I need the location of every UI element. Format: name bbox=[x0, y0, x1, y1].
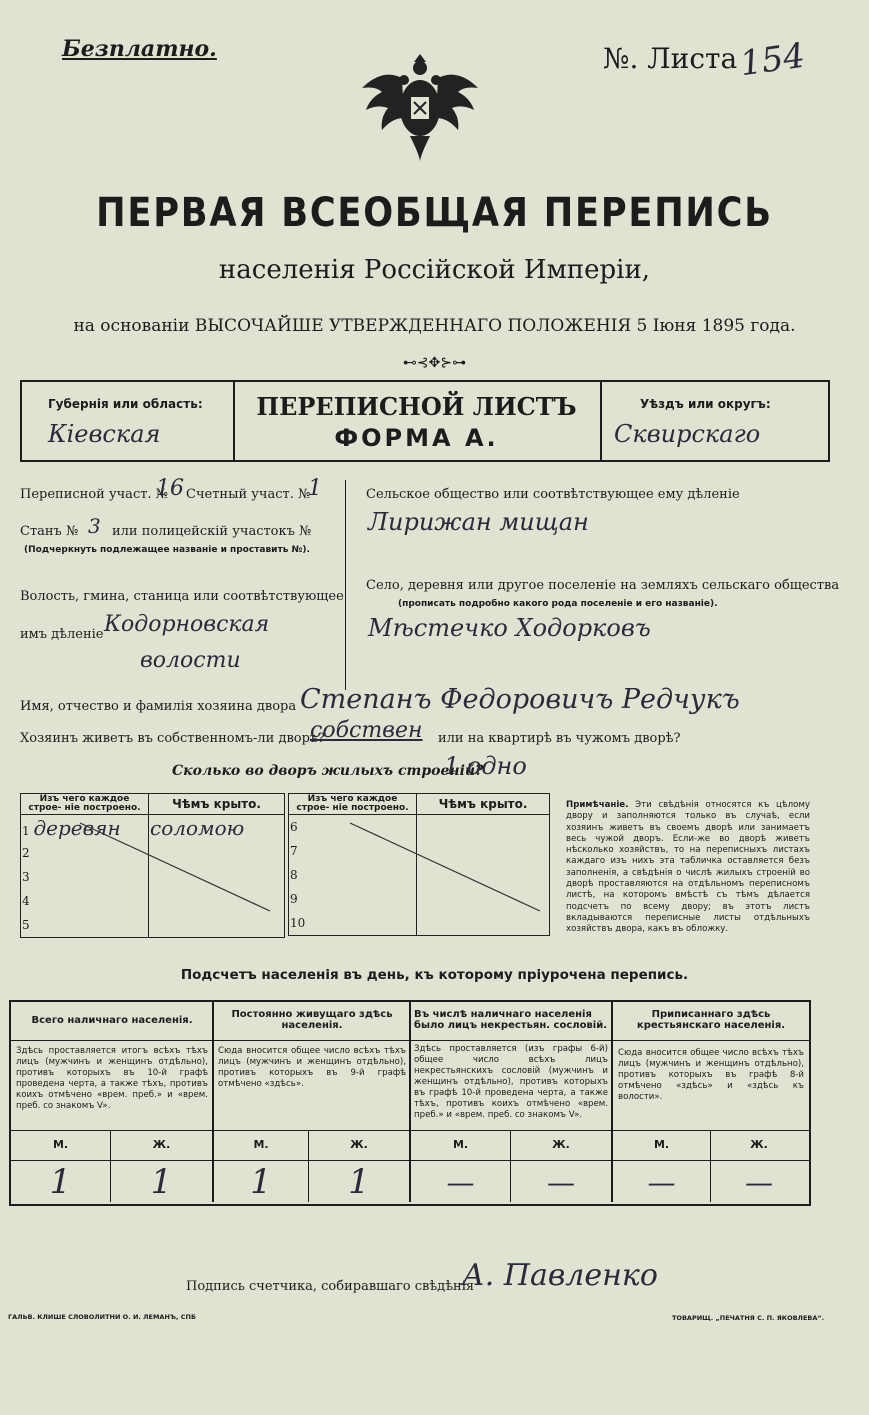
table-row: 8 bbox=[289, 863, 550, 887]
population-heading: Подсчетъ населенія въ день, къ которому пріурочена перепись. bbox=[180, 967, 689, 983]
female-count: 1 bbox=[150, 1162, 173, 1202]
form-type: ФОРМА А. bbox=[334, 424, 499, 452]
material-header: Изъ чего каждое строе- ніе построено. bbox=[21, 794, 149, 815]
female-label: Ж. bbox=[750, 1138, 768, 1151]
column-divider bbox=[345, 480, 346, 690]
buildings-value: 1 одно bbox=[444, 752, 527, 780]
gubernia-value: Кіевская bbox=[48, 420, 161, 448]
signature-value: А. Павленко bbox=[462, 1258, 658, 1293]
male-label: М. bbox=[653, 1138, 670, 1151]
row-divider bbox=[11, 1040, 809, 1041]
census-area-label: Переписной участ. № bbox=[20, 487, 168, 502]
form-basis: на основаніи ВЫСОЧАЙШЕ УТВЕРЖДЕННАГО ПОЛОЖЕНІЯ 5 Іюня 1895 года. bbox=[73, 316, 796, 336]
ornament-divider: ⊷⊰✥⊱⊶ bbox=[402, 355, 467, 371]
population-col-title: Въ числѣ наличнаго населенія было лицъ некрестьян. сословій. bbox=[414, 1009, 607, 1031]
male-label: М. bbox=[452, 1138, 469, 1151]
male-count: — bbox=[446, 1166, 475, 1199]
row-divider bbox=[11, 1160, 809, 1161]
male-count: — bbox=[647, 1166, 676, 1199]
imprint-left: ГАЛЬВ. КЛИШЕ СЛОВОЛИТНИ О. И. ЛЕМАНЪ, СПБ bbox=[8, 1313, 196, 1321]
uezd-value: Сквирскаго bbox=[614, 420, 761, 448]
buildings-note bbox=[566, 800, 810, 936]
sheet-number-label: №. Листа bbox=[603, 42, 738, 75]
stan-label: Станъ № bbox=[20, 524, 79, 539]
count-area-value: 1 bbox=[308, 476, 322, 501]
population-col-title: Приписаннаго здѣсь крестьянскаго населенія. bbox=[636, 1009, 786, 1031]
signature-label: Подпись счетчика, собиравшаго свѣдѣнія bbox=[186, 1279, 475, 1294]
stan-note: (Подчеркнуть подлежащее названіе и проставить №). bbox=[24, 545, 310, 555]
table-row: 10 bbox=[289, 911, 550, 936]
population-col-desc: Здѣсь проставляется (изъ графы 6-й) общее число всѣхъ лицъ некрестьянскихъ сословій (мужчинъ и женщинъ отдѣльно), противъ которыхъ въ графѣ 10-й проведена черта, а также тѣхъ, противъ коихъ отмѣчено «врем. преб.» и «врем. преб. со знакомъ V». bbox=[414, 1044, 608, 1120]
female-label: Ж. bbox=[552, 1138, 570, 1151]
table-row: 2 bbox=[21, 841, 285, 865]
owner-label: Имя, отчество и фамилія хозяина двора bbox=[20, 699, 297, 714]
police-label: или полицейскій участокъ № bbox=[112, 524, 312, 539]
roof-header: Чѣмъ крыто. bbox=[149, 794, 285, 815]
female-label: Ж. bbox=[350, 1138, 368, 1151]
male-label: М. bbox=[253, 1138, 269, 1151]
female-count: — bbox=[745, 1166, 773, 1199]
buildings-label: Сколько во дворъ жилыхъ строеній? bbox=[172, 763, 484, 779]
table-row: 5 bbox=[21, 913, 285, 938]
table-row: 3 bbox=[21, 865, 285, 889]
strike-lines bbox=[20, 793, 550, 943]
stan-value: 3 bbox=[88, 514, 101, 538]
form-subtitle: населенія Россійской Имперіи, bbox=[218, 255, 651, 285]
table-row: 9 bbox=[289, 887, 550, 911]
imperial-eagle-icon bbox=[358, 48, 482, 166]
population-col-desc: Сюда вносится общее число всѣхъ тѣхъ лицъ (мужчинъ и женщинъ отдѣльно), противъ которыхъ въ 9-й графѣ отмѣчено «здѣсь». bbox=[218, 1046, 406, 1089]
female-count: — bbox=[547, 1166, 575, 1199]
population-col-title: Постоянно живущаго здѣсь населенія. bbox=[231, 1009, 393, 1031]
gubernia-label: Губернія или область: bbox=[48, 397, 203, 411]
volost-value-2: волости bbox=[140, 648, 241, 673]
note-heading: Примѣчаніе. bbox=[566, 800, 629, 810]
male-count: 1 bbox=[250, 1162, 272, 1202]
free-label: Безплатно. bbox=[62, 36, 217, 62]
male-count: 1 bbox=[49, 1162, 72, 1202]
census-area-value: 16 bbox=[156, 476, 184, 501]
residence-value: собствен bbox=[310, 718, 423, 743]
material-header: Изъ чего каждое строе- ніе построено. bbox=[289, 794, 417, 815]
sheet-number-value: 154 bbox=[737, 35, 808, 85]
table-row: 4 bbox=[21, 889, 285, 913]
female-label: Ж. bbox=[152, 1138, 171, 1151]
count-area-label: Счетный участ. № bbox=[186, 487, 311, 502]
population-col-title: Всего наличнаго населенія. bbox=[31, 1015, 193, 1026]
population-col-desc: Сюда вносится общее число всѣхъ тѣхъ лицъ (мужчинъ и женщинъ отдѣльно), противъ которыхъ въ графѣ 8-й отмѣчено «здѣсь» и «здѣсь къ волости». bbox=[618, 1048, 804, 1102]
table-row: 7 bbox=[289, 839, 550, 863]
residence-label: Хозяинъ живетъ въ собственномъ-ли дворѣ? bbox=[20, 731, 325, 746]
village-label: Село, деревня или другое поселеніе на земляхъ сельскаго общества bbox=[366, 578, 840, 593]
society-value: Лирижан мищан bbox=[368, 508, 589, 536]
volost-label: Волость, гмина, станица или соотвѣтствующее bbox=[20, 589, 344, 604]
volost-label-2: имъ дѣленіе bbox=[20, 627, 104, 642]
imprint-right: ТОВАРИЩ. „ПЕЧАТНЯ С. П. ЯКОВЛЕВА“. bbox=[672, 1314, 825, 1322]
male-label: М. bbox=[52, 1138, 69, 1151]
population-col-desc: Здѣсь проставляется итогъ всѣхъ тѣхъ лицъ (мужчинъ и женщинъ отдѣльно), противъ которыхъ въ 10-й графѣ проведена черта, а также тѣхъ, противъ коихъ отмѣчено «врем. преб.» и «врем. преб. со знакомъ V». bbox=[16, 1046, 208, 1111]
female-count: 1 bbox=[348, 1162, 370, 1202]
village-value: Мѣстечко Ходорковъ bbox=[368, 614, 651, 642]
uezd-label: Уѣздъ или округъ: bbox=[640, 397, 771, 411]
volost-value: Кодорновская bbox=[104, 612, 270, 637]
form-name: ПЕРЕПИСНОЙ ЛИСТЪ bbox=[256, 392, 577, 421]
village-note: (прописать подробно какого рода поселеніе и его названіе). bbox=[398, 599, 718, 609]
note-text: Эти свѣдѣнія относятся къ цѣлому двору и заполняются только въ случаѣ, если хозяинъ живетъ въ своемъ дворѣ или занимаетъ весь чужой дворъ. Если-же во дворѣ живетъ нѣсколько хозяйствъ, то на переписныхъ листахъ каждаго изъ нихъ эта табличка оставляется безъ заполненія, а свѣдѣнія о числѣ жилыхъ строеній во дворѣ проставляются на отдѣльномъ переписномъ листѣ, на которомъ вмѣстѣ съ тѣмъ дѣлается подсчетъ по всему двору; въ этотъ листъ вкладываются переписные листы отдѣльныхъ хозяйствъ двора, какъ въ обложку. bbox=[566, 800, 810, 935]
residence-label-2: или на квартирѣ въ чужомъ дворѣ? bbox=[438, 731, 681, 746]
owner-value: Степанъ Федоровичъ Редчукъ bbox=[300, 684, 740, 715]
form-title: ПЕРВАЯ ВСЕОБЩАЯ ПЕРЕПИСЬ bbox=[96, 190, 773, 236]
roof-header: Чѣмъ крыто. bbox=[417, 794, 550, 815]
society-label: Сельское общество или соотвѣтствующее ему дѣленіе bbox=[366, 487, 740, 502]
row-divider bbox=[11, 1130, 809, 1131]
table-row: 6 bbox=[289, 815, 550, 840]
table-row: 1 деревян соломою bbox=[21, 815, 285, 842]
